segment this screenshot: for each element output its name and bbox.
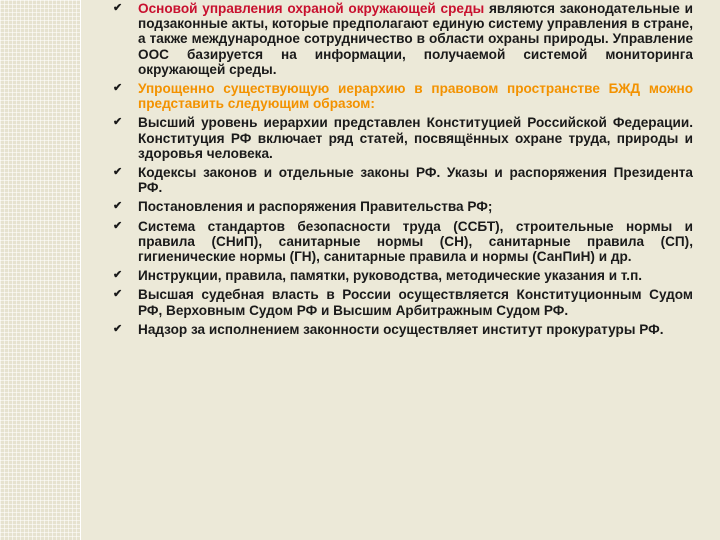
bullet-list [113,1,693,341]
bullet-item-environment-management [113,1,693,77]
bullet-checkmark-icon: ✔︎ [113,200,123,213]
bullet-checkmark-icon: ✔︎ [113,219,123,232]
bullet-item-standards [113,219,693,265]
bullet-text: Высшая судебная власть в России осуществляется Конституционным Судом РФ, Верховным Судом РФ и Высшим Арбитражным Судом РФ. [138,287,693,318]
bullet-checkmark-icon: ✔︎ [113,269,123,282]
bullet-checkmark-icon: ✔︎ [113,2,123,14]
bullet-checkmark-icon: ✔︎ [113,322,123,335]
bullet-text: Постановления и распоряжения Правительства РФ; [138,199,493,215]
bullet-text: Кодексы законов и отдельные законы РФ. Указы и распоряжения Президента РФ. [138,165,693,196]
bullet-item-judicial-power [113,287,693,317]
bullet-item-instructions [113,268,693,283]
bullet-item-government-decrees [113,199,693,214]
bullet-checkmark-icon: ✔︎ [113,288,123,301]
bullet-text: Надзор за исполнением законности осуществляет институт прокуратуры РФ. [138,321,664,337]
bullet-text: являются законодательные и подзаконные акты, которые предполагают единую систему управления в стране, а также международное сотрудничество в области охраны природы. Управление ООС базируется на информации, получаемой системой мониторинга окружающей среды. [138,1,693,77]
bullet-text: Высший уровень иерархии представлен Конституцией Российской Федерации. Конституция РФ включает ряд статей, посвящённых охране труда, природы и здоровья человека. [138,115,693,161]
bullet-item-codes-laws [113,165,693,195]
highlighted-phrase: Основой управления охраной окружающей среды [138,1,485,16]
decorative-side-strip [0,0,80,540]
bullet-item-hierarchy-intro [113,81,693,111]
bullet-text: Инструкции, правила, памятки, руководства, методические указания и т.п. [138,268,643,284]
bullet-item-constitution [113,115,693,161]
bullet-checkmark-icon: ✔︎ [113,116,123,129]
bullet-text: Система стандартов безопасности труда (ССБТ), строительные нормы и правила (СНиП), санитарные нормы (СН), санитарные правила (СП), гигиенические нормы (ГН), санитарные правила и нормы (СанПиН) и др. [138,218,693,265]
bullet-item-prosecution [113,322,693,337]
bullet-checkmark-icon: ✔︎ [113,166,123,179]
bullet-checkmark-icon: ✔︎ [113,82,123,95]
bullet-text: Упрощенно существующую иерархию в правовом пространстве БЖД можно представить следующим образом: [138,81,693,112]
strip-divider [80,0,81,540]
